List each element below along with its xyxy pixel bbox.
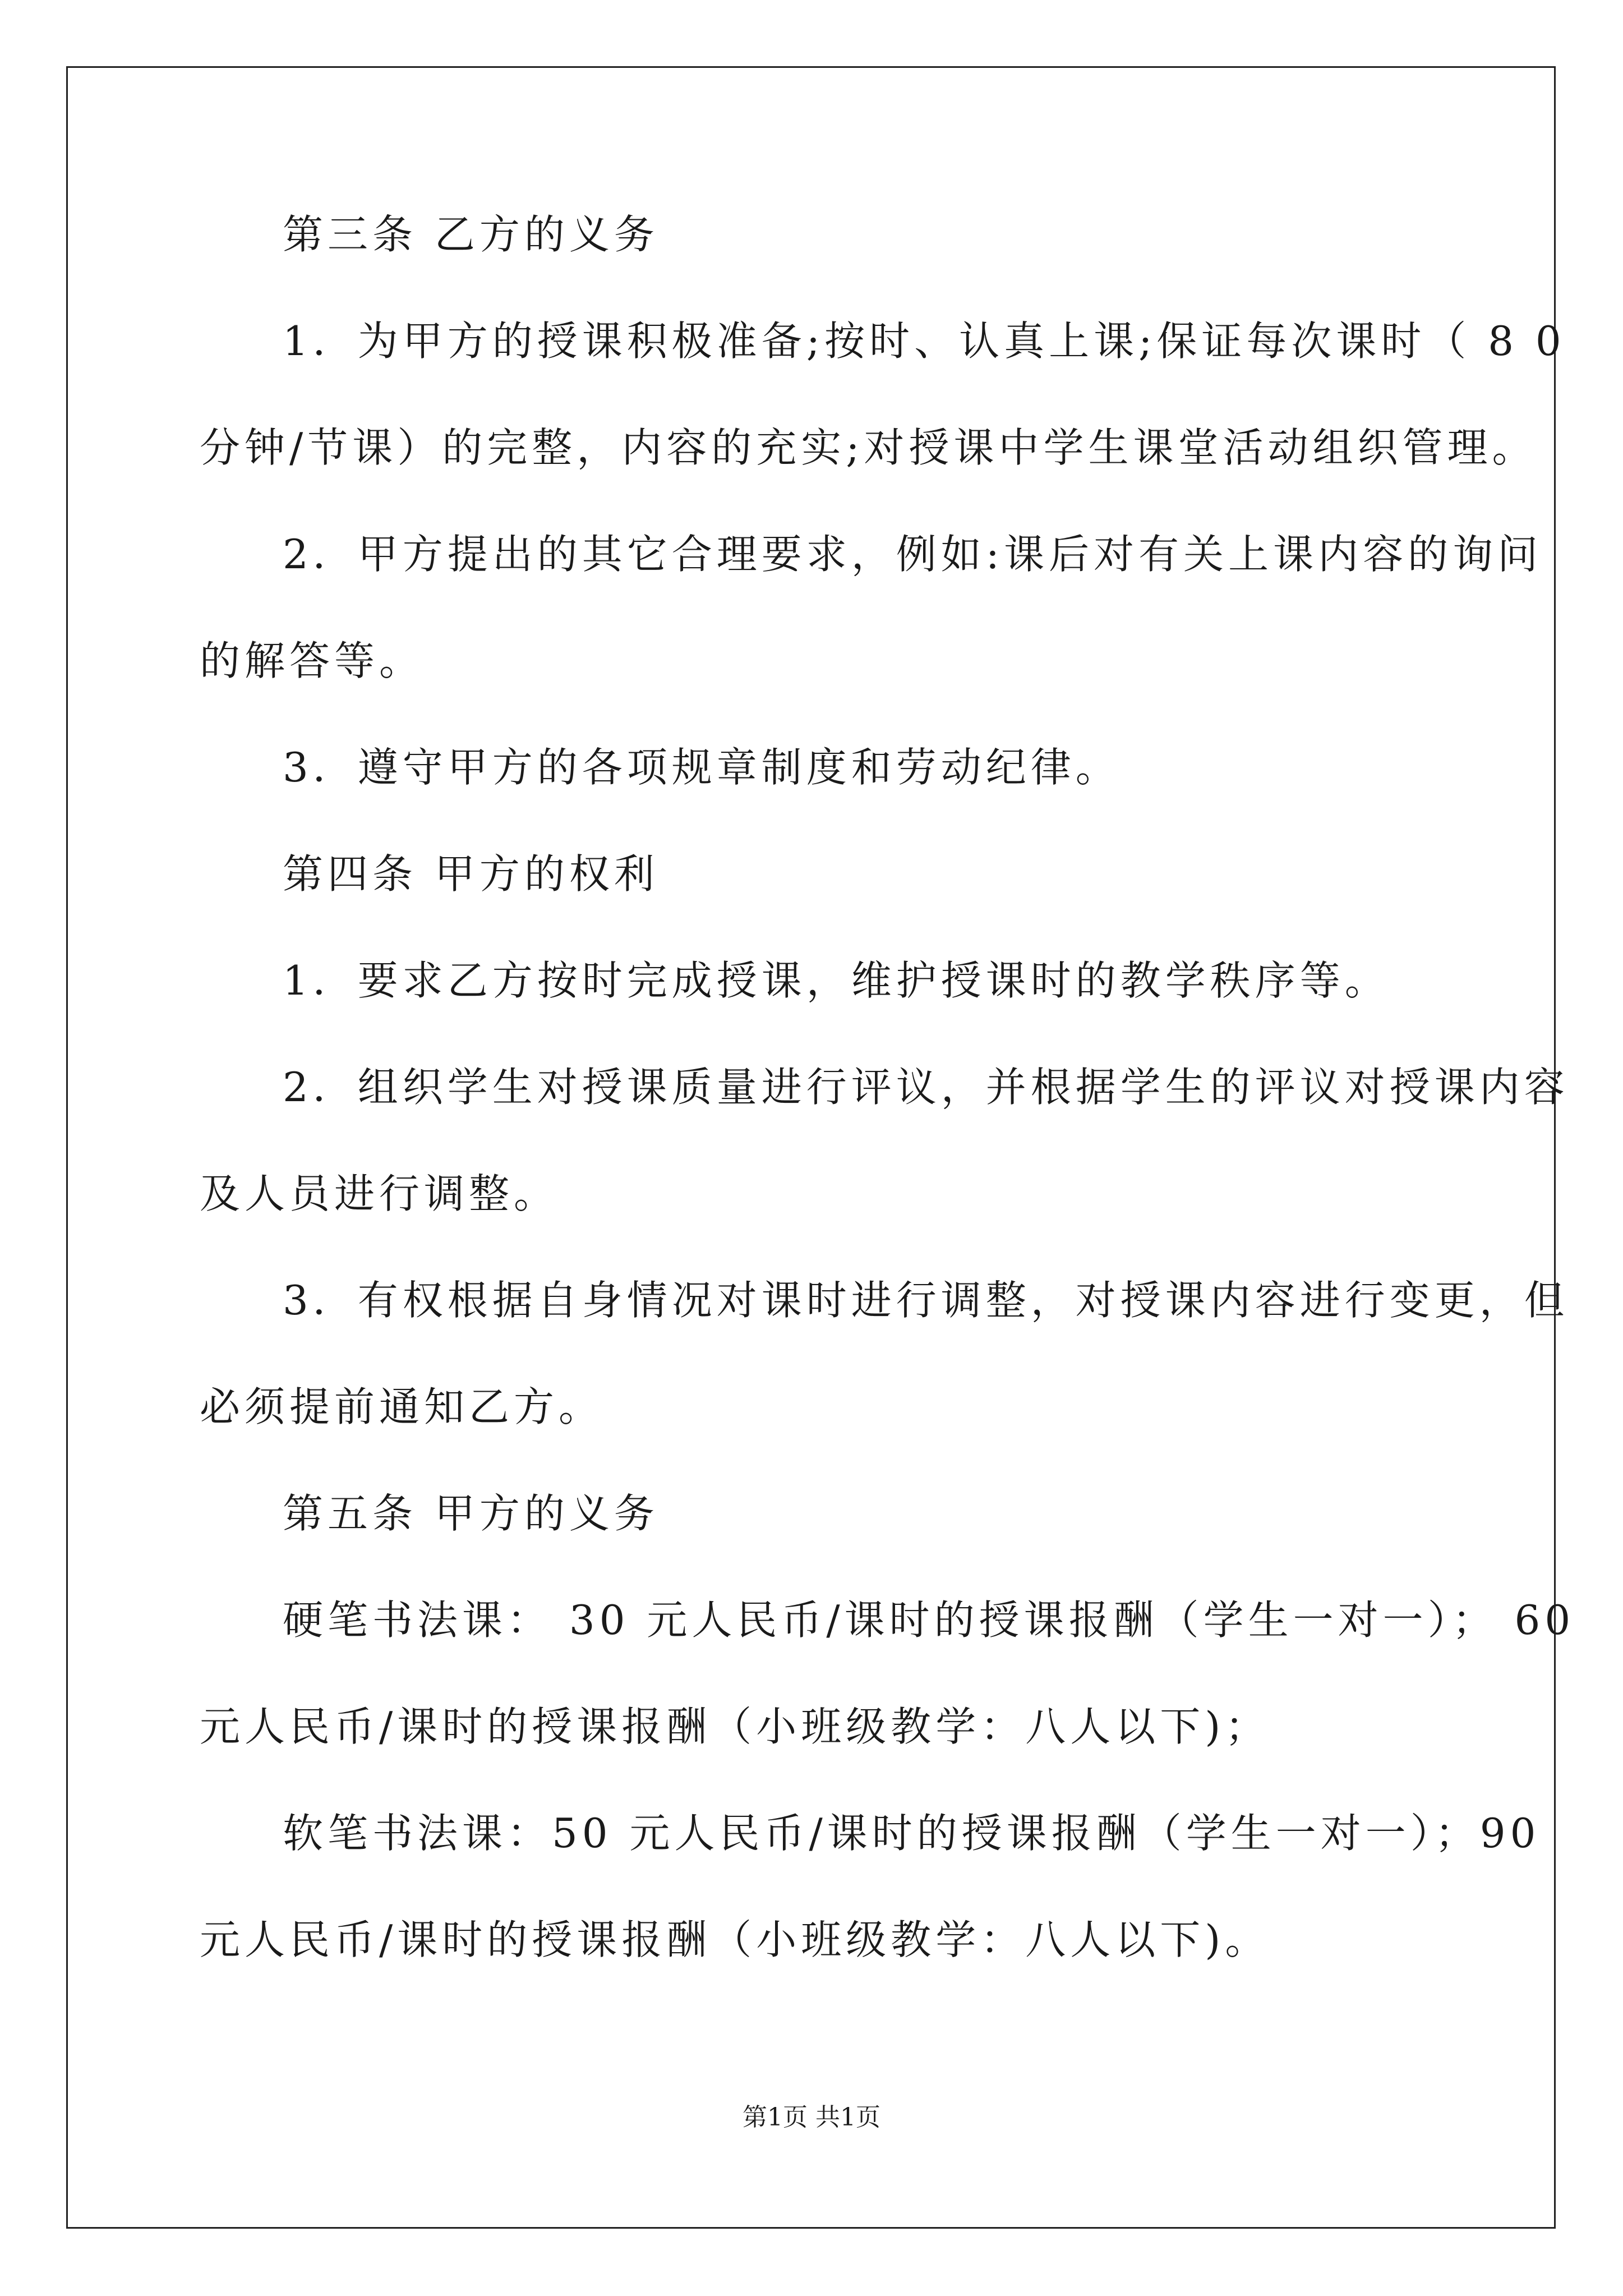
paragraph-line: 软笔书法课：50 元人民币/课时的授课报酬（学生一对一）；90 bbox=[283, 1810, 1541, 1857]
page-footer: 第1页 共1页 bbox=[743, 2103, 880, 2132]
paragraph-line: 2．甲方提出的其它合理要求，例如:课后对有关上课内容的询问 bbox=[283, 531, 1543, 578]
paragraph-line: 分钟/节课）的完整，内容的充实;对授课中学生课堂活动组织管理。 bbox=[200, 424, 1537, 471]
paragraph-line: 3．有权根据自身情况对课时进行调整，对授课内容进行变更，但 bbox=[283, 1277, 1569, 1324]
paragraph-line: 2．组织学生对授课质量进行评议，并根据学生的评议对授课内容 bbox=[283, 1064, 1569, 1111]
paragraph-line: 元人民币/课时的授课报酬（小班级教学：八人以下)。 bbox=[200, 1916, 1270, 1963]
paragraph-line: 3．遵守甲方的各项规章制度和劳动纪律。 bbox=[283, 744, 1121, 791]
paragraph-line: 及人员进行调整。 bbox=[200, 1170, 559, 1217]
paragraph-line: 必须提前通知乙方。 bbox=[200, 1383, 604, 1430]
article-4-heading: 第四条 甲方的权利 bbox=[283, 850, 659, 898]
paragraph-line: 硬笔书法课： 30 元人民币/课时的授课报酬（学生一对一）； 60 bbox=[283, 1596, 1575, 1644]
paragraph-line: 1．为甲方的授课积极准备;按时、认真上课;保证每次课时（ 8 0 bbox=[283, 318, 1566, 365]
paragraph-line: 元人民币/课时的授课报酬（小班级教学：八人以下)； bbox=[200, 1703, 1270, 1750]
page-border bbox=[66, 66, 1556, 2229]
article-5-heading: 第五条 甲方的义务 bbox=[283, 1490, 659, 1537]
paragraph-line: 的解答等。 bbox=[200, 637, 425, 684]
article-3-heading: 第三条 乙方的义务 bbox=[283, 211, 659, 258]
paragraph-line: 1．要求乙方按时完成授课，维护授课时的教学秩序等。 bbox=[283, 957, 1390, 1004]
